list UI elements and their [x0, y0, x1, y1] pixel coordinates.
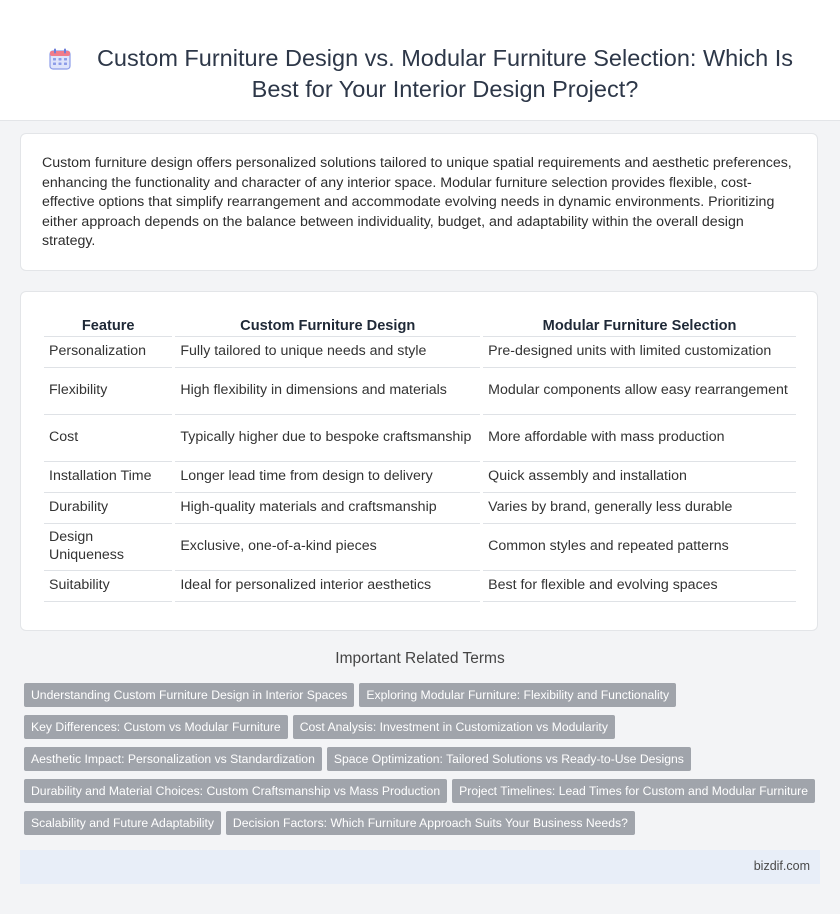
- related-term-tag[interactable]: Durability and Material Choices: Custom Craftsmanship vs Mass Production: [24, 779, 447, 803]
- modular-cell: Best for flexible and evolving spaces: [483, 571, 796, 602]
- related-terms-list: [24, 683, 824, 843]
- calendar-icon: [48, 47, 72, 71]
- custom-cell: Typically higher due to bespoke craftsmanship: [175, 415, 480, 462]
- modular-cell: Modular components allow easy rearrangement: [483, 368, 796, 415]
- feature-cell: Personalization: [44, 337, 172, 368]
- header-custom: Custom Furniture Design: [175, 315, 480, 337]
- modular-cell: Quick assembly and installation: [483, 462, 796, 493]
- related-terms-title: Important Related Terms: [335, 650, 505, 667]
- custom-cell: High flexibility in dimensions and materials: [175, 368, 480, 415]
- custom-cell: Fully tailored to unique needs and style: [175, 337, 480, 368]
- intro-paragraph: Custom furniture design offers personalized solutions tailored to unique spatial requirements and aesthetic preferences, enhancing the functionality and character of any interior space. Modular furniture selection provides flexible, cost-effective options that simplify rearrangement and accommodate evolving needs in dynamic environments. Prioritizing either approach depends on the balance between individuality, budget, and adaptability within the overall design strategy.: [42, 155, 792, 250]
- comparison-table: [41, 315, 799, 602]
- comparison-card: [20, 291, 818, 631]
- feature-cell: Cost: [44, 415, 172, 462]
- related-term-tag[interactable]: Space Optimization: Tailored Solutions vs Ready-to-Use Designs: [327, 747, 691, 771]
- modular-cell: Common styles and repeated patterns: [483, 524, 796, 571]
- intro-card: [20, 133, 818, 271]
- table-row: [44, 337, 796, 368]
- feature-cell: Design Uniqueness: [44, 524, 172, 571]
- feature-cell: Suitability: [44, 571, 172, 602]
- related-term-tag[interactable]: Understanding Custom Furniture Design in Interior Spaces: [24, 683, 354, 707]
- footer-site-link[interactable]: bizdif.com: [753, 859, 810, 873]
- table-row: [44, 368, 796, 415]
- related-term-tag[interactable]: Project Timelines: Lead Times for Custom and Modular Furniture: [452, 779, 815, 803]
- feature-cell: Durability: [44, 493, 172, 524]
- header-modular: Modular Furniture Selection: [483, 315, 796, 337]
- modular-cell: More affordable with mass production: [483, 415, 796, 462]
- related-term-tag[interactable]: Aesthetic Impact: Personalization vs Standardization: [24, 747, 322, 771]
- table-row: [44, 524, 796, 571]
- page-header: [0, 0, 840, 121]
- table-header-row: [44, 315, 796, 337]
- related-term-tag[interactable]: Cost Analysis: Investment in Customization vs Modularity: [293, 715, 615, 739]
- related-term-tag[interactable]: Scalability and Future Adaptability: [24, 811, 221, 835]
- table-row: [44, 571, 796, 602]
- header-feature: Feature: [44, 315, 172, 337]
- page-footer: [20, 850, 820, 884]
- modular-cell: Pre-designed units with limited customization: [483, 337, 796, 368]
- table-row: [44, 462, 796, 493]
- feature-cell: Installation Time: [44, 462, 172, 493]
- modular-cell: Varies by brand, generally less durable: [483, 493, 796, 524]
- related-term-tag[interactable]: Key Differences: Custom vs Modular Furniture: [24, 715, 288, 739]
- custom-cell: Longer lead time from design to delivery: [175, 462, 480, 493]
- page-title: Custom Furniture Design vs. Modular Furniture Selection: Which Is Best for Your Interior Design Project?: [96, 45, 794, 102]
- table-row: [44, 493, 796, 524]
- related-term-tag[interactable]: Exploring Modular Furniture: Flexibility and Functionality: [359, 683, 676, 707]
- custom-cell: Ideal for personalized interior aesthetics: [175, 571, 480, 602]
- custom-cell: High-quality materials and craftsmanship: [175, 493, 480, 524]
- feature-cell: Flexibility: [44, 368, 172, 415]
- table-row: [44, 415, 796, 462]
- custom-cell: Exclusive, one-of-a-kind pieces: [175, 524, 480, 571]
- related-term-tag[interactable]: Decision Factors: Which Furniture Approach Suits Your Business Needs?: [226, 811, 635, 835]
